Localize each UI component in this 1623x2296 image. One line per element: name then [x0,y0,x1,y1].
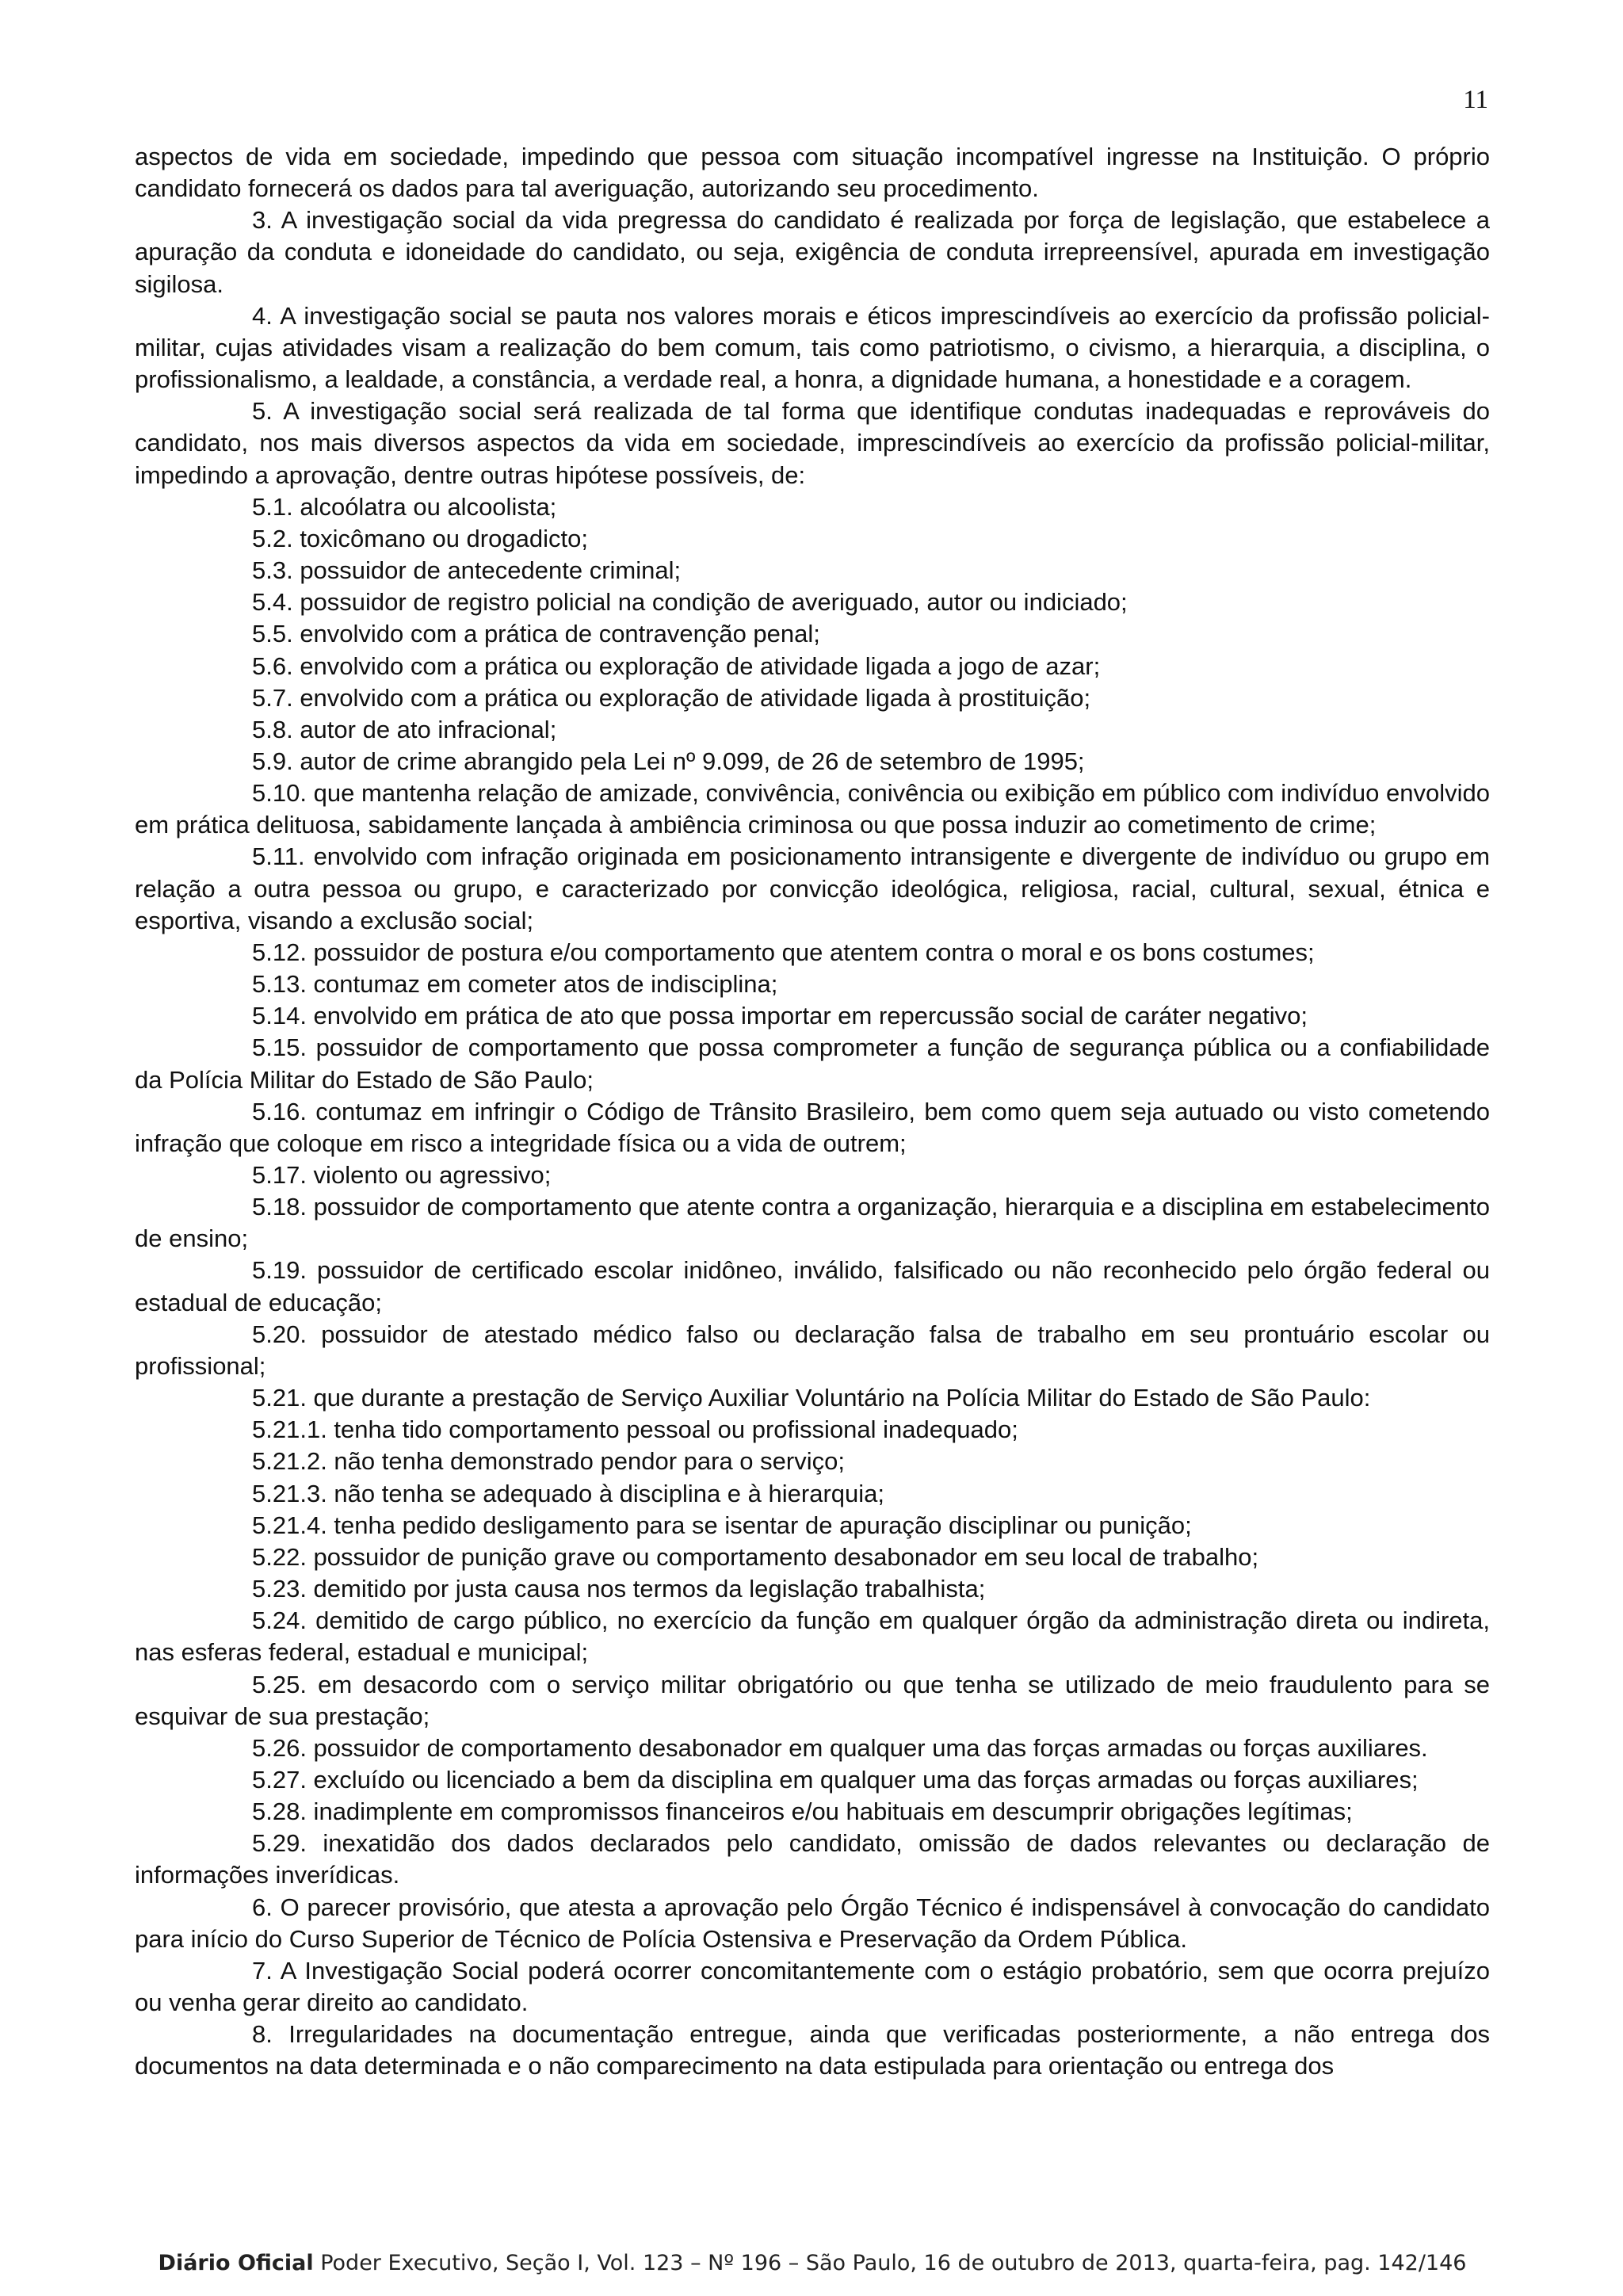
page-footer [135,2251,1490,2275]
list-item: 5.2. toxicômano ou drogadicto; [252,524,588,552]
paragraph: 5.29. inexatidão dos dados declarados pelo candidato, omissão de dados relevantes ou declaração de informações inverídicas. [135,1829,1490,1889]
list-item: 5.23. demitido por justa causa nos termos da legislação trabalhista; [252,1575,986,1603]
list-item: 5.5. envolvido com a prática de contravenção penal; [252,620,820,648]
footer-text: Poder Executivo, Seção I, Vol. 123 – Nº 196 – São Paulo, 16 de outubro de 2013, quarta-feira, pag. 142/146 [313,2251,1467,2275]
paragraph: 5.15. possuidor de comportamento que possa comprometer a função de segurança pública ou a confiabilidade da Polícia Militar do Estado de São Paulo; [135,1033,1490,1094]
paragraph: 4. A investigação social se pauta nos valores morais e éticos imprescindíveis ao exercício da profissão policial-militar, cujas atividades visam a realização do bem comum, tais como patriotismo, o civismo, a hierarquia, a disciplina, o profissionalismo, a lealdade, a constância, a verdade real, a honra, a dignidade humana, a honestidade e a coragem. [135,301,1490,394]
paragraph: 3. A investigação social da vida pregressa do candidato é realizada por força de legislação, que estabelece a apuração da conduta e idoneidade do candidato, ou seja, exigência de conduta irrepreensível, apurada em investigação sigilosa. [135,206,1490,298]
list-item: 5.14. envolvido em prática de ato que possa importar em repercussão social de caráter negativo; [252,1002,1308,1030]
paragraph: 5.18. possuidor de comportamento que atente contra a organização, hierarquia e a disciplina em estabelecimento de ensino; [135,1193,1490,1253]
list-item: 5.21.4. tenha pedido desligamento para se isentar de apuração disciplinar ou punição; [252,1511,1192,1539]
paragraph: 5.26. possuidor de comportamento desabonador em qualquer uma das forças armadas ou forças auxiliares. [252,1733,1428,1762]
list-item: 5.8. autor de ato infracional; [252,715,557,743]
list-item: 5.12. possuidor de postura e/ou comportamento que atentem contra o moral e os bons costumes; [252,938,1315,966]
list-item: 5.17. violento ou agressivo; [252,1161,552,1189]
paragraph: aspectos de vida em sociedade, impedindo que pessoa com situação incompatível ingresse na Instituição. O próprio candidato fornecerá os dados para tal averiguação, autorizando seu procedimento. [135,143,1490,203]
list-item: 5.1. alcoólatra ou alcoolista; [252,492,557,521]
paragraph: 5.11. envolvido com infração originada em posicionamento intransigente e divergente de indivíduo ou grupo em relação a outra pessoa ou grupo, e caracterizado por convicção ideológica, religiosa, racial, cultural, sexual, étnica e esportiva, visando a exclusão social; [135,842,1490,934]
paragraph: 5.27. excluído ou licenciado a bem da disciplina em qualquer uma das forças armadas ou forças auxiliares; [252,1765,1419,1794]
paragraph: 5.20. possuidor de atestado médico falso ou declaração falsa de trabalho em seu prontuário escolar ou profissional; [135,1320,1490,1380]
paragraph: 5.24. demitido de cargo público, no exercício da função em qualquer órgão da administração direta ou indireta, nas esferas federal, estadual e municipal; [135,1606,1490,1667]
list-item: 5.3. possuidor de antecedente criminal; [252,556,682,585]
document-body [135,141,1490,2083]
list-item: 5.4. possuidor de registro policial na condição de averiguado, autor ou indiciado; [252,588,1128,617]
paragraph: 5.10. que mantenha relação de amizade, convivência, conivência ou exibição em público com indivíduo envolvido em prática delituosa, sabidamente lançada à ambiência criminosa ou que possa induzir ao cometimento de crime; [135,779,1490,839]
paragraph: 6. O parecer provisório, que atesta a aprovação pelo Órgão Técnico é indispensável à convocação do candidato para início do Curso Superior de Técnico de Polícia Ostensiva e Preservação da Ordem Pública. [135,1893,1490,1953]
paragraph: 5.19. possuidor de certificado escolar inidôneo, inválido, falsificado ou não reconhecido pelo órgão federal ou estadual de educação; [135,1256,1490,1316]
paragraph: 7. A Investigação Social poderá ocorrer concomitantemente com o estágio probatório, sem que ocorra prejuízo ou venha gerar direito ao candidato. [135,1956,1490,2017]
page-number: 11 [1463,86,1488,114]
list-item: 5.7. envolvido com a prática ou exploração de atividade ligada à prostituição; [252,683,1091,712]
list-item: 5.21. que durante a prestação de Serviço Auxiliar Voluntário na Polícia Militar do Estado de São Paulo: [252,1384,1371,1412]
list-item: 5.21.2. não tenha demonstrado pendor para o serviço; [252,1447,845,1476]
list-item: 5.13. contumaz em cometer atos de indisciplina; [252,970,778,999]
paragraph: 5.25. em desacordo com o serviço militar obrigatório ou que tenha se utilizado de meio fraudulento para se esquivar de sua prestação; [135,1670,1490,1730]
paragraph: 5. A investigação social será realizada de tal forma que identifique condutas inadequadas e reprováveis do candidato, nos mais diversos aspectos da vida em sociedade, imprescindíveis ao exercício da profissão policial-militar, impedindo a aprovação, dentre outras hipótese possíveis, de: [135,397,1490,489]
footer-brand: Diário Oficial [158,2251,314,2275]
list-item: 5.28. inadimplente em compromissos financeiros e/ou habituais em descumprir obrigações legítimas; [252,1797,1353,1826]
list-item: 5.6. envolvido com a prática ou exploração de atividade ligada a jogo de azar; [252,651,1101,680]
paragraph: 8. Irregularidades na documentação entregue, ainda que verificadas posteriormente, a não entrega dos documentos na data determinada e o não comparecimento na data estipulada para orientação ou entrega dos [135,2020,1490,2080]
list-item: 5.21.3. não tenha se adequado à disciplina e à hierarquia; [252,1479,884,1507]
list-item: 5.21.1. tenha tido comportamento pessoal ou profissional inadequado; [252,1415,1018,1444]
list-item: 5.22. possuidor de punição grave ou comportamento desabonador em seu local de trabalho; [252,1542,1259,1571]
list-item: 5.9. autor de crime abrangido pela Lei nº 9.099, de 26 de setembro de 1995; [252,747,1085,775]
paragraph: 5.16. contumaz em infringir o Código de Trânsito Brasileiro, bem como quem seja autuado ou visto cometendo infração que coloque em risco a integridade física ou a vida de outrem; [135,1097,1490,1157]
